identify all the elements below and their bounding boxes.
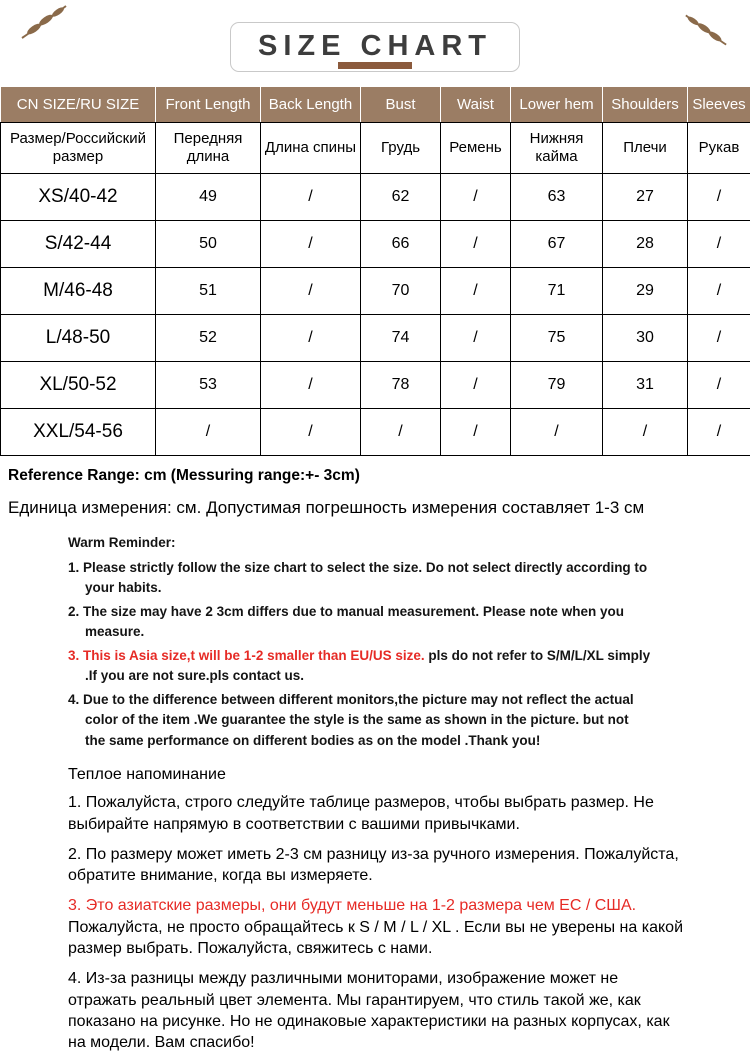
size-cell: L/48-50 — [1, 315, 156, 362]
value-cell: / — [441, 409, 511, 456]
header-cell: Грудь — [361, 123, 441, 174]
table-row — [1, 268, 750, 315]
value-cell: / — [261, 221, 361, 268]
value-cell: / — [261, 315, 361, 362]
leaf-sprig-icon — [684, 12, 728, 48]
reference-range-en: Reference Range: cm (Messuring range:+- 3cm) — [8, 467, 750, 485]
value-cell: 31 — [603, 362, 688, 409]
leaf-sprig-icon — [20, 4, 68, 40]
header-cell: Back Length — [261, 87, 361, 123]
reminder-en-item-3-rest: pls do not refer to S/M/L/XL simply .If you are not sure.pls contact us. — [85, 648, 650, 684]
value-cell: 78 — [361, 362, 441, 409]
header-cell: Lower hem — [511, 87, 603, 123]
warm-reminder-ru — [68, 764, 688, 1053]
value-cell: 62 — [361, 174, 441, 221]
table-row — [1, 362, 750, 409]
value-cell: 66 — [361, 221, 441, 268]
value-cell: 70 — [361, 268, 441, 315]
size-chart-table — [0, 86, 750, 456]
size-cell: XL/50-52 — [1, 362, 156, 409]
reminder-ru-item-3-red: 3. Это азиатские размеры, они будут меньше на 1-2 размера чем ЕС / США. — [68, 897, 636, 914]
header-cell: Плечи — [603, 123, 688, 174]
value-cell: / — [261, 174, 361, 221]
page-title: SIZE CHART — [258, 30, 492, 62]
value-cell: / — [688, 315, 750, 362]
value-cell: 27 — [603, 174, 688, 221]
value-cell: / — [441, 268, 511, 315]
header-cell: Нижняя кайма — [511, 123, 603, 174]
header-cell: Bust — [361, 87, 441, 123]
table-row — [1, 409, 750, 456]
header-cell: Длина спины — [261, 123, 361, 174]
reminder-ru-item-3-rest: Пожалуйста, не просто обращайтесь к S / M / L / XL . Если вы не уверены на какой размер выбрать. Пожалуйста, свяжитесь с нами. — [68, 919, 683, 957]
size-cell: XS/40-42 — [1, 174, 156, 221]
reminder-en-item-1: 1. Please strictly follow the size chart to select the size. Do not select directly according to your habits. — [68, 558, 652, 599]
value-cell: / — [261, 362, 361, 409]
warm-reminder-en — [68, 533, 652, 751]
value-cell: / — [261, 409, 361, 456]
value-cell: 63 — [511, 174, 603, 221]
reminder-en-item-2: 2. The size may have 2 3cm differs due to manual measurement. Please note when you measure. — [68, 602, 652, 643]
header-cell: Shoulders — [603, 87, 688, 123]
table-row — [1, 221, 750, 268]
reminder-en-item-3-red: 3. This is Asia size,t will be 1-2 smaller than EU/US size. — [68, 648, 425, 663]
warm-reminder-ru-heading: Теплое напоминание — [68, 764, 688, 785]
table-row — [1, 174, 750, 221]
value-cell: / — [441, 315, 511, 362]
header-cell: Размер/Российский размер — [1, 123, 156, 174]
reminder-ru-item-3 — [68, 895, 688, 959]
value-cell: / — [441, 221, 511, 268]
header-cell: Front Length — [156, 87, 261, 123]
value-cell: 53 — [156, 362, 261, 409]
value-cell: 30 — [603, 315, 688, 362]
value-cell: / — [688, 409, 750, 456]
reminder-ru-item-1: 1. Пожалуйста, строго следуйте таблице размеров, чтобы выбрать размер. Не выбирайте напрямую в соответствии с вашими привычками. — [68, 792, 688, 835]
value-cell: / — [688, 221, 750, 268]
value-cell: 67 — [511, 221, 603, 268]
table-header-row-en — [1, 87, 750, 123]
value-cell: 71 — [511, 268, 603, 315]
size-cell: M/46-48 — [1, 268, 156, 315]
value-cell: / — [688, 268, 750, 315]
value-cell: 49 — [156, 174, 261, 221]
value-cell: / — [261, 268, 361, 315]
value-cell: 50 — [156, 221, 261, 268]
header — [0, 0, 750, 86]
reminder-ru-item-4: 4. Из-за разницы между различными мониторами, изображение может не отражать реальный цвет элемента. Мы гарантируем, что стиль такой же, как показано на рисунке. Но не одинаковые характеристики на разных корпусах, как на модели. Вам спасибо! — [68, 968, 688, 1053]
value-cell: / — [156, 409, 261, 456]
reminder-en-item-4: 4. Due to the difference between different monitors,the picture may not reflect the actual color of the item .We guarantee the style is the same as shown in the picture. but not the same performance on different bodies as on the model .Thank you! — [68, 690, 652, 752]
value-cell: 51 — [156, 268, 261, 315]
value-cell: / — [361, 409, 441, 456]
header-cell: CN SIZE/RU SIZE — [1, 87, 156, 123]
reference-range-ru: Единица измерения: см. Допустимая погрешность измерения составляет 1-3 см — [8, 498, 750, 518]
value-cell: / — [688, 362, 750, 409]
size-cell: XXL/54-56 — [1, 409, 156, 456]
reminder-en-item-3 — [68, 646, 652, 687]
value-cell: / — [441, 174, 511, 221]
value-cell: / — [688, 174, 750, 221]
header-cell: Sleeves — [688, 87, 750, 123]
value-cell: 79 — [511, 362, 603, 409]
table-header-row-ru — [1, 123, 750, 174]
value-cell: 75 — [511, 315, 603, 362]
value-cell: / — [511, 409, 603, 456]
title-underline — [338, 62, 412, 69]
warm-reminder-en-heading: Warm Reminder: — [68, 533, 652, 554]
table-row — [1, 315, 750, 362]
value-cell: 52 — [156, 315, 261, 362]
value-cell: / — [441, 362, 511, 409]
header-cell: Ремень — [441, 123, 511, 174]
reminder-ru-item-2: 2. По размеру может иметь 2-3 см разницу из-за ручного измерения. Пожалуйста, обратите внимание, когда вы измеряете. — [68, 844, 688, 887]
header-cell: Waist — [441, 87, 511, 123]
size-cell: S/42-44 — [1, 221, 156, 268]
value-cell: 74 — [361, 315, 441, 362]
value-cell: / — [603, 409, 688, 456]
header-cell: Рукав — [688, 123, 750, 174]
value-cell: 29 — [603, 268, 688, 315]
value-cell: 28 — [603, 221, 688, 268]
header-cell: Передняя длина — [156, 123, 261, 174]
